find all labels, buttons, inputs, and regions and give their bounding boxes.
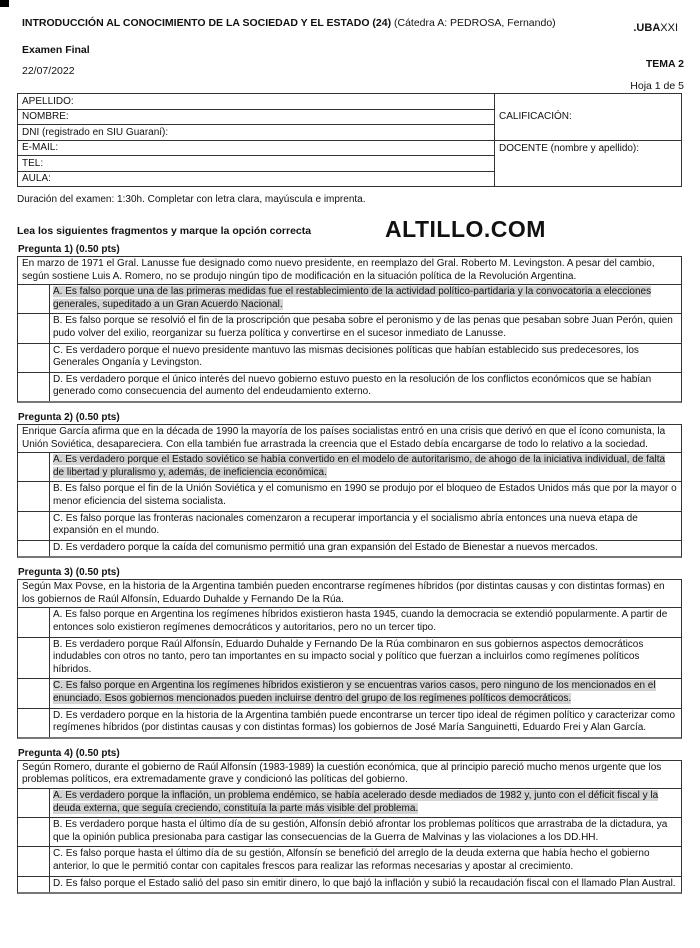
answer-text: C. Es falso porque hasta el último día de su gestión, Alfonsín se benefició del arreglo de la deuda externa que había hecho el gobierno anterior, lo que le permitió contar con capitales frescos para realizar las reformas necesarias y apostar al crecimiento. [53, 848, 650, 872]
instructions-lead: Lea los siguientes fragmentos y marque la opción correcta [17, 225, 312, 237]
answer-mark-cell[interactable] [18, 314, 50, 342]
highlighted-answer: A. Es verdadero porque la inflación, un problema endémico, se había acelerado desde mediados de 1982 y, junto con el déficit fiscal y la deuda externa, que seguía creciendo, constituía la parte más visible del problema. [53, 790, 659, 814]
answer-text: C. Es falso porque las fronteras nacionales comenzaron a recuperar importancia y el socialismo abría entonces una nueva etapa de expansión en el mundo. [53, 512, 638, 537]
logo-bold: .UBA [633, 22, 661, 34]
question-stem: Según Romero, durante el gobierno de Raúl Alfonsín (1983-1989) la cuestión económica, que al principio pareció mucho menos urgente que los problemas políticos, era extremadamente grave y condicionó las políticas del gobierno. [18, 761, 681, 789]
tel-field[interactable]: TEL: [18, 156, 495, 172]
answer-mark-cell[interactable] [18, 344, 50, 372]
dni-field[interactable]: DNI (registrado en SIU Guaraní): [18, 125, 495, 141]
answer-text: D. Es verdadero porque en la historia de la Argentina también puede encontrarse un tercer tipo ideal de régimen político y caracterizar como regímenes híbridos (por distintas causas y con distintas formas) los gobiernos de José María Sanguinetti, Eduardo Frei y Alan García. [53, 709, 676, 734]
answer-option-text [50, 482, 681, 510]
tema-label: TEMA 2 [645, 58, 684, 70]
answer-option-text [50, 818, 681, 846]
question-block [17, 748, 682, 894]
answer-mark-cell[interactable] [18, 373, 50, 401]
answer-mark-cell[interactable] [18, 638, 50, 679]
highlighted-answer: A. Es verdadero porque el Estado soviético se había convertido en el modelo de autoritarismo, de ahogo de la iniciativa individual, de falta de libertad y pluralismo y, además, de ineficiencia económica. [53, 454, 666, 478]
aula-field[interactable]: AULA: [18, 171, 495, 187]
questions-list [17, 244, 682, 903]
nombre-field[interactable]: NOMBRE: [18, 109, 495, 125]
logo-rest: XXI [660, 22, 678, 34]
question-block [17, 412, 682, 558]
page-indicator: Hoja 1 de 5 [630, 80, 684, 92]
question-box [17, 424, 682, 558]
corner-marker [0, 0, 9, 7]
exam-date: 22/07/2022 [22, 65, 75, 77]
answer-mark-cell[interactable] [18, 789, 50, 817]
answer-option-text [50, 344, 681, 372]
question-box [17, 256, 682, 403]
answer-option-text [50, 512, 681, 540]
answer-text: B. Es verdadero porque Raúl Alfonsín, Eduardo Duhalde y Fernando De la Rúa combinaron en sus gobiernos aspectos democráticos indudables con otros no tanto, pero tan importantes en su impacto social y político que fuerzan a incluirlos como regímenes políticos híbridos. [53, 638, 644, 675]
answer-option[interactable] [18, 608, 681, 637]
answer-option-text [50, 608, 681, 636]
answer-text: B. Es verdadero porque hasta el último día de su gestión, Alfonsín debió afrontar los problemas políticos que arrastraba de la dictadura, ya que la opinión publica presionaba para castigar las consecuencias de la Guerra de Malvinas y las violaciones a los DD.HH. [53, 819, 668, 843]
answer-option[interactable] [18, 679, 681, 708]
answer-option-text [50, 638, 681, 679]
answer-option[interactable] [18, 373, 681, 401]
highlighted-answer: A. Es falso porque una de las primeras medidas fue el restablecimiento de la actividad político-partidaria y la convocatoria a elecciones generales, supeditado a un Gran Acuerdo Nacional. [53, 286, 652, 310]
answer-option[interactable] [18, 285, 681, 314]
answer-option-text [50, 679, 681, 707]
course-title-bold: INTRODUCCIÓN AL CONOCIMIENTO DE LA SOCIEDAD Y EL ESTADO (24) [22, 17, 392, 29]
answer-mark-cell[interactable] [18, 482, 50, 510]
answer-option-text [50, 285, 681, 313]
answer-option-text [50, 453, 681, 481]
calificacion-field: CALIFICACIÓN: [495, 94, 682, 141]
answer-mark-cell[interactable] [18, 285, 50, 313]
answer-mark-cell[interactable] [18, 453, 50, 481]
question-box [17, 579, 682, 739]
docente-field: DOCENTE (nombre y apellido): [495, 140, 682, 187]
answer-option[interactable] [18, 541, 681, 557]
answer-option[interactable] [18, 789, 681, 818]
answer-option-text [50, 877, 681, 893]
exam-type: Examen Final [22, 44, 90, 56]
answer-mark-cell[interactable] [18, 877, 50, 893]
question-label: Pregunta 1) (0.50 pts) [18, 244, 120, 255]
answer-option[interactable] [18, 709, 681, 737]
answer-text: C. Es verdadero porque el nuevo presidente mantuvo las mismas decisiones políticas que habían establecido sus predecesores, los Generales Onganía y Levingston. [53, 344, 639, 369]
answer-mark-cell[interactable] [18, 512, 50, 540]
answer-mark-cell[interactable] [18, 709, 50, 737]
question-stem: En marzo de 1971 el Gral. Lanusse fue designado como nuevo presidente, en reemplazo del Gral. Roberto M. Levingston. A pesar del cambio, según sostiene Luis A. Romero, no se produjo ningún tipo de modificación en la situación política de la Revolución Argentina. [18, 257, 681, 285]
answer-option[interactable] [18, 877, 681, 893]
answer-mark-cell[interactable] [18, 679, 50, 707]
question-block [17, 567, 682, 739]
answer-option[interactable] [18, 453, 681, 482]
answer-option[interactable] [18, 818, 681, 847]
watermark: ALTILLO.COM [385, 216, 546, 242]
apellido-field[interactable]: APELLIDO: [18, 94, 495, 110]
student-info-table [17, 93, 682, 187]
question-label: Pregunta 2) (0.50 pts) [18, 411, 120, 423]
course-title [22, 16, 562, 31]
answer-option[interactable] [18, 512, 681, 541]
answer-option[interactable] [18, 847, 681, 876]
duration-note: Duración del examen: 1:30h. Completar con letra clara, mayúscula e imprenta. [17, 194, 366, 205]
answer-option[interactable] [18, 638, 681, 680]
answer-mark-cell[interactable] [18, 847, 50, 875]
answer-option[interactable] [18, 482, 681, 511]
answer-text: B. Es falso porque se resolvió el fin de la proscripción que pesaba sobre el peronismo y de las penas que pesaban sobre Juan Perón, quien pudo volver del exilio, reorganizar su fuerza política y convertirse en el sucesor inmediato de Lanusse. [53, 315, 673, 339]
answer-text: D. Es verdadero porque la caída del comunismo permitió una gran expansión del Estado de Bienestar a nuevos mercados. [53, 541, 598, 553]
answer-option-text [50, 314, 681, 342]
question-box [17, 760, 682, 894]
answer-text: A. Es falso porque en Argentina los regímenes híbridos existieron hasta 1945, cuando la democracia se extendió popularmente. A partir de entonces solo existieron regímenes democráticos y autoritarios, pero no un tercer tipo. [53, 609, 668, 634]
answer-mark-cell[interactable] [18, 818, 50, 846]
answer-option-text [50, 789, 681, 817]
answer-option-text [50, 847, 681, 875]
question-stem: Según Max Povse, en la historia de la Argentina también pueden encontrarse regímenes híbridos (por distintas causas y con distintas formas) en los gobiernos de Raúl Alfonsín, Eduardo Duhalde y Fernando De la Rúa. [18, 580, 681, 608]
question-label: Pregunta 4) (0.50 pts) [18, 747, 120, 759]
answer-mark-cell[interactable] [18, 541, 50, 557]
answer-mark-cell[interactable] [18, 608, 50, 636]
question-block [17, 244, 682, 403]
answer-text: D. Es verdadero porque el único interés del nuevo gobierno estuvo puesto en la resolución de los conflictos económicos que se habían generado como consecuencia del aumento del endeudamiento externo. [53, 373, 652, 398]
answer-text: D. Es falso porque el Estado salió del paso sin emitir dinero, lo que bajó la inflación y subió la recaudación fiscal con el llamado Plan Austral. [53, 877, 676, 889]
answer-option[interactable] [18, 314, 681, 343]
answer-option-text [50, 541, 681, 557]
question-label: Pregunta 3) (0.50 pts) [18, 567, 120, 579]
course-title-rest: (Cátedra A: PEDROSA, Fernando) [391, 17, 556, 29]
highlighted-answer: C. Es falso porque en Argentina los regímenes híbridos existieron y se encuentras varios casos, pero ninguno de los mencionados en el enunciado. Esos gobiernos mencionados pueden incluirse dentro del grupo de los regímenes políticos democráticos. [53, 680, 656, 705]
question-stem: Enrique García afirma que en la década de 1990 la mayoría de los países socialistas entró en una crisis que derivó en que el ícono comunista, la Unión Soviética, desapareciera. Con ella también fue arrastrada la creencia que el Estado debía encargarse de todo lo relativo a la sociedad. [18, 425, 681, 453]
uba-xxi-logo [633, 22, 678, 34]
email-field[interactable]: E-MAIL: [18, 140, 495, 156]
answer-option-text [50, 373, 681, 401]
answer-option-text [50, 709, 681, 737]
answer-text: B. Es falso porque el fin de la Unión Soviética y el comunismo en 1990 se produjo por el bloqueo de Estados Unidos más que por la mayor o menor eficiencia del sistema socialista. [53, 483, 677, 507]
answer-option[interactable] [18, 344, 681, 373]
